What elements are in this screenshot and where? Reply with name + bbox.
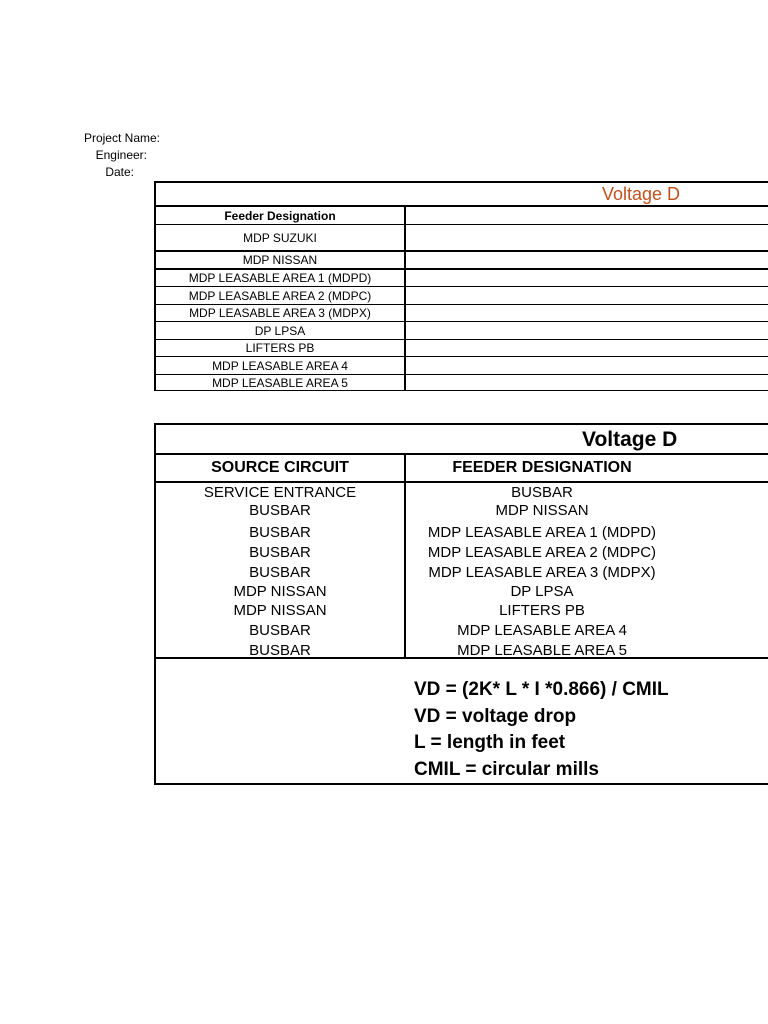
table-cell[interactable] bbox=[406, 270, 768, 286]
voltage-drop-title: Voltage D bbox=[156, 425, 768, 455]
feeder-designation-header: Feeder Designation bbox=[156, 207, 406, 224]
feeder-cell: DP LPSA bbox=[156, 322, 406, 339]
source-cell: BUSBAR bbox=[249, 524, 311, 541]
table-row bbox=[156, 357, 768, 375]
table-row bbox=[156, 287, 768, 305]
table-row bbox=[156, 270, 768, 287]
table-cell[interactable] bbox=[406, 252, 768, 268]
feeder-cell: MDP LEASABLE AREA 3 (MDPX) bbox=[156, 305, 406, 321]
feeder-cell: DP LPSA bbox=[510, 583, 574, 600]
formula-line: CMIL = circular mills bbox=[414, 758, 599, 780]
table-cell[interactable] bbox=[406, 225, 768, 250]
table-cell[interactable] bbox=[406, 287, 768, 304]
feeder-cell: MDP LEASABLE AREA 5 bbox=[156, 375, 406, 390]
date-label: Date: bbox=[105, 165, 134, 179]
engineer-label: Engineer: bbox=[95, 148, 147, 162]
formula-line: L = length in feet bbox=[414, 732, 566, 753]
voltage-drop-rows bbox=[156, 483, 768, 659]
table-row bbox=[156, 340, 768, 357]
feeder-cell: LIFTERS PB bbox=[156, 340, 406, 356]
feeder-cell: MDP LEASABLE AREA 1 (MDPD) bbox=[156, 270, 406, 286]
source-circuit-column bbox=[156, 483, 406, 657]
source-cell: MDP NISSAN bbox=[233, 602, 327, 619]
source-cell: BUSBAR bbox=[249, 642, 311, 659]
feeder-cell: BUSBAR bbox=[511, 484, 573, 501]
table-row bbox=[156, 375, 768, 391]
feeder-cell: MDP LEASABLE AREA 1 (MDPD) bbox=[427, 524, 657, 541]
source-cell: SERVICE ENTRANCE bbox=[203, 484, 357, 501]
feeder-cell: MDP LEASABLE AREA 2 (MDPC) bbox=[427, 544, 657, 561]
feeder-cell: MDP LEASABLE AREA 4 bbox=[457, 622, 627, 639]
feeder-cell: MDP LEASABLE AREA 4 bbox=[156, 357, 406, 374]
source-cell: BUSBAR bbox=[249, 564, 311, 581]
feeder-designation-column bbox=[406, 483, 678, 657]
feeder-cell: LIFTERS PB bbox=[499, 602, 585, 619]
source-cell: BUSBAR bbox=[249, 502, 311, 519]
table-cell[interactable] bbox=[406, 357, 768, 374]
feeder-cell: MDP NISSAN bbox=[495, 502, 589, 519]
feeder-cell: MDP NISSAN bbox=[156, 252, 406, 268]
feeder-cell: MDP LEASABLE AREA 2 (MDPC) bbox=[156, 287, 406, 304]
voltage-drop-formula bbox=[414, 677, 669, 783]
feeder-table-title: Voltage D bbox=[156, 183, 768, 207]
feeder-cell: MDP LEASABLE AREA 5 bbox=[457, 642, 627, 659]
feeder-table-header bbox=[156, 207, 768, 225]
feeder-cell: MDP LEASABLE AREA 3 (MDPX) bbox=[428, 564, 656, 581]
feeder-designation-header: FEEDER DESIGNATION bbox=[452, 459, 632, 476]
project-name-label: Project Name: bbox=[83, 131, 160, 145]
feeder-table bbox=[154, 181, 768, 391]
voltage-drop-table bbox=[154, 423, 768, 785]
formula-line: VD = (2K* L * I *0.866) / CMIL bbox=[414, 679, 669, 700]
voltage-drop-header bbox=[156, 455, 768, 483]
source-circuit-header: SOURCE CIRCUIT bbox=[156, 455, 406, 481]
table-row bbox=[156, 225, 768, 252]
source-cell: BUSBAR bbox=[249, 544, 311, 561]
formula-line: VD = voltage drop bbox=[414, 705, 577, 727]
table-row bbox=[156, 322, 768, 340]
table-row bbox=[156, 305, 768, 322]
table-row bbox=[156, 252, 768, 270]
source-cell: MDP NISSAN bbox=[233, 583, 327, 600]
table-cell[interactable] bbox=[406, 305, 768, 321]
table-cell[interactable] bbox=[406, 207, 768, 224]
feeder-cell: MDP SUZUKI bbox=[156, 225, 406, 250]
project-info bbox=[0, 130, 162, 181]
table-cell[interactable] bbox=[406, 322, 768, 339]
table-cell[interactable] bbox=[406, 340, 768, 356]
table-cell[interactable] bbox=[406, 375, 768, 390]
source-cell: BUSBAR bbox=[249, 622, 311, 639]
